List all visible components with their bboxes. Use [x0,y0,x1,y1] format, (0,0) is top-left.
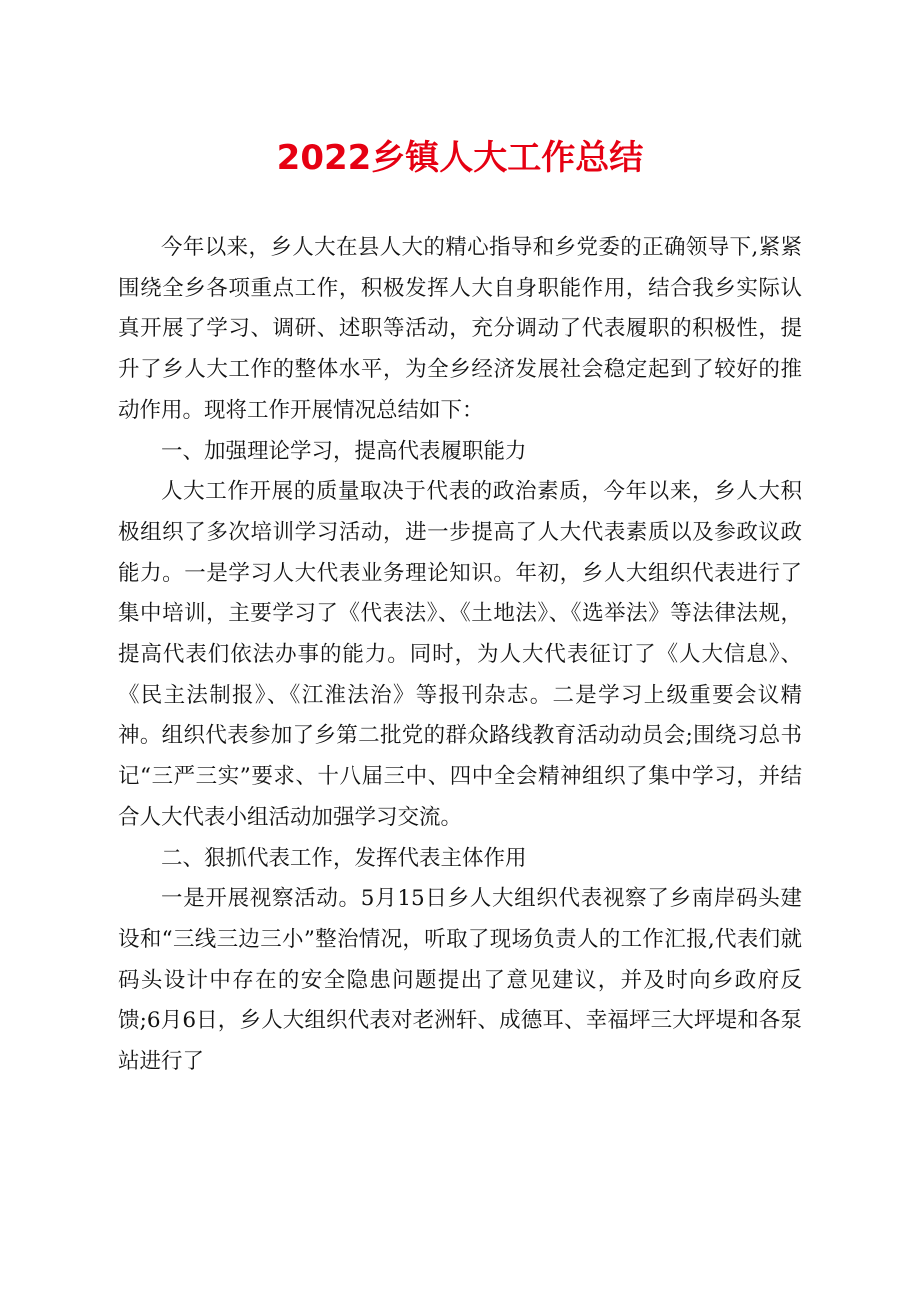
document-title: 2022乡镇人大工作总结 [276,138,644,178]
paragraph-section-2: 一是开展视察活动。5月15日乡人大组织代表视察了乡南岸码头建设和“三线三边三小”整治情况，听取了现场负责人的工作汇报,代表们就码头设计中存在的安全隐患问题提出了意见建议，并及时向乡政府反馈;6月6日，乡人大组织代表对老洲轩、成德耳、幸福坪三大坪堤和各泵站进行了 [118,886,802,1075]
paragraph-intro: 今年以来，乡人大在县人大的精心指导和乡党委的正确领导下,紧紧围绕全乡各项重点工作，积极发挥人大自身职能作用，结合我乡实际认真开展了学习、调研、述职等活动，充分调动了代表履职的积极性，提升了乡人大工作的整体水平，为全乡经济发展社会稳定起到了较好的推动作用。现将工作开展情况总结如下： [118,235,802,423]
paragraph-section-1: 人大工作开展的质量取决于代表的政治素质，今年以来，乡人大积极组织了多次培训学习活动，进一步提高了人大代表素质以及参政议政能力。一是学习人大代表业务理论知识。年初，乡人大组织代表进行了集中培训，主要学习了《代表法》、《土地法》、《选举法》等法律法规，提高代表们依法办事的能力。同时，为人大代表征订了《人大信息》、《民主法制报》、《江淮法治》等报刊杂志。二是学习上级重要会议精神。组织代表参加了乡第二批党的群众路线教育活动动员会;围绕习总书记“三严三实”要求、十八届三中、四中全会精神组织了集中学习，并结合人大代表小组活动加强学习交流。 [118,479,802,830]
section-heading-2: 二、狠抓代表工作，发挥代表主体作用 [161,845,527,871]
document-body [118,228,802,1083]
section-heading-1: 一、加强理论学习，提高代表履职能力 [161,438,527,464]
